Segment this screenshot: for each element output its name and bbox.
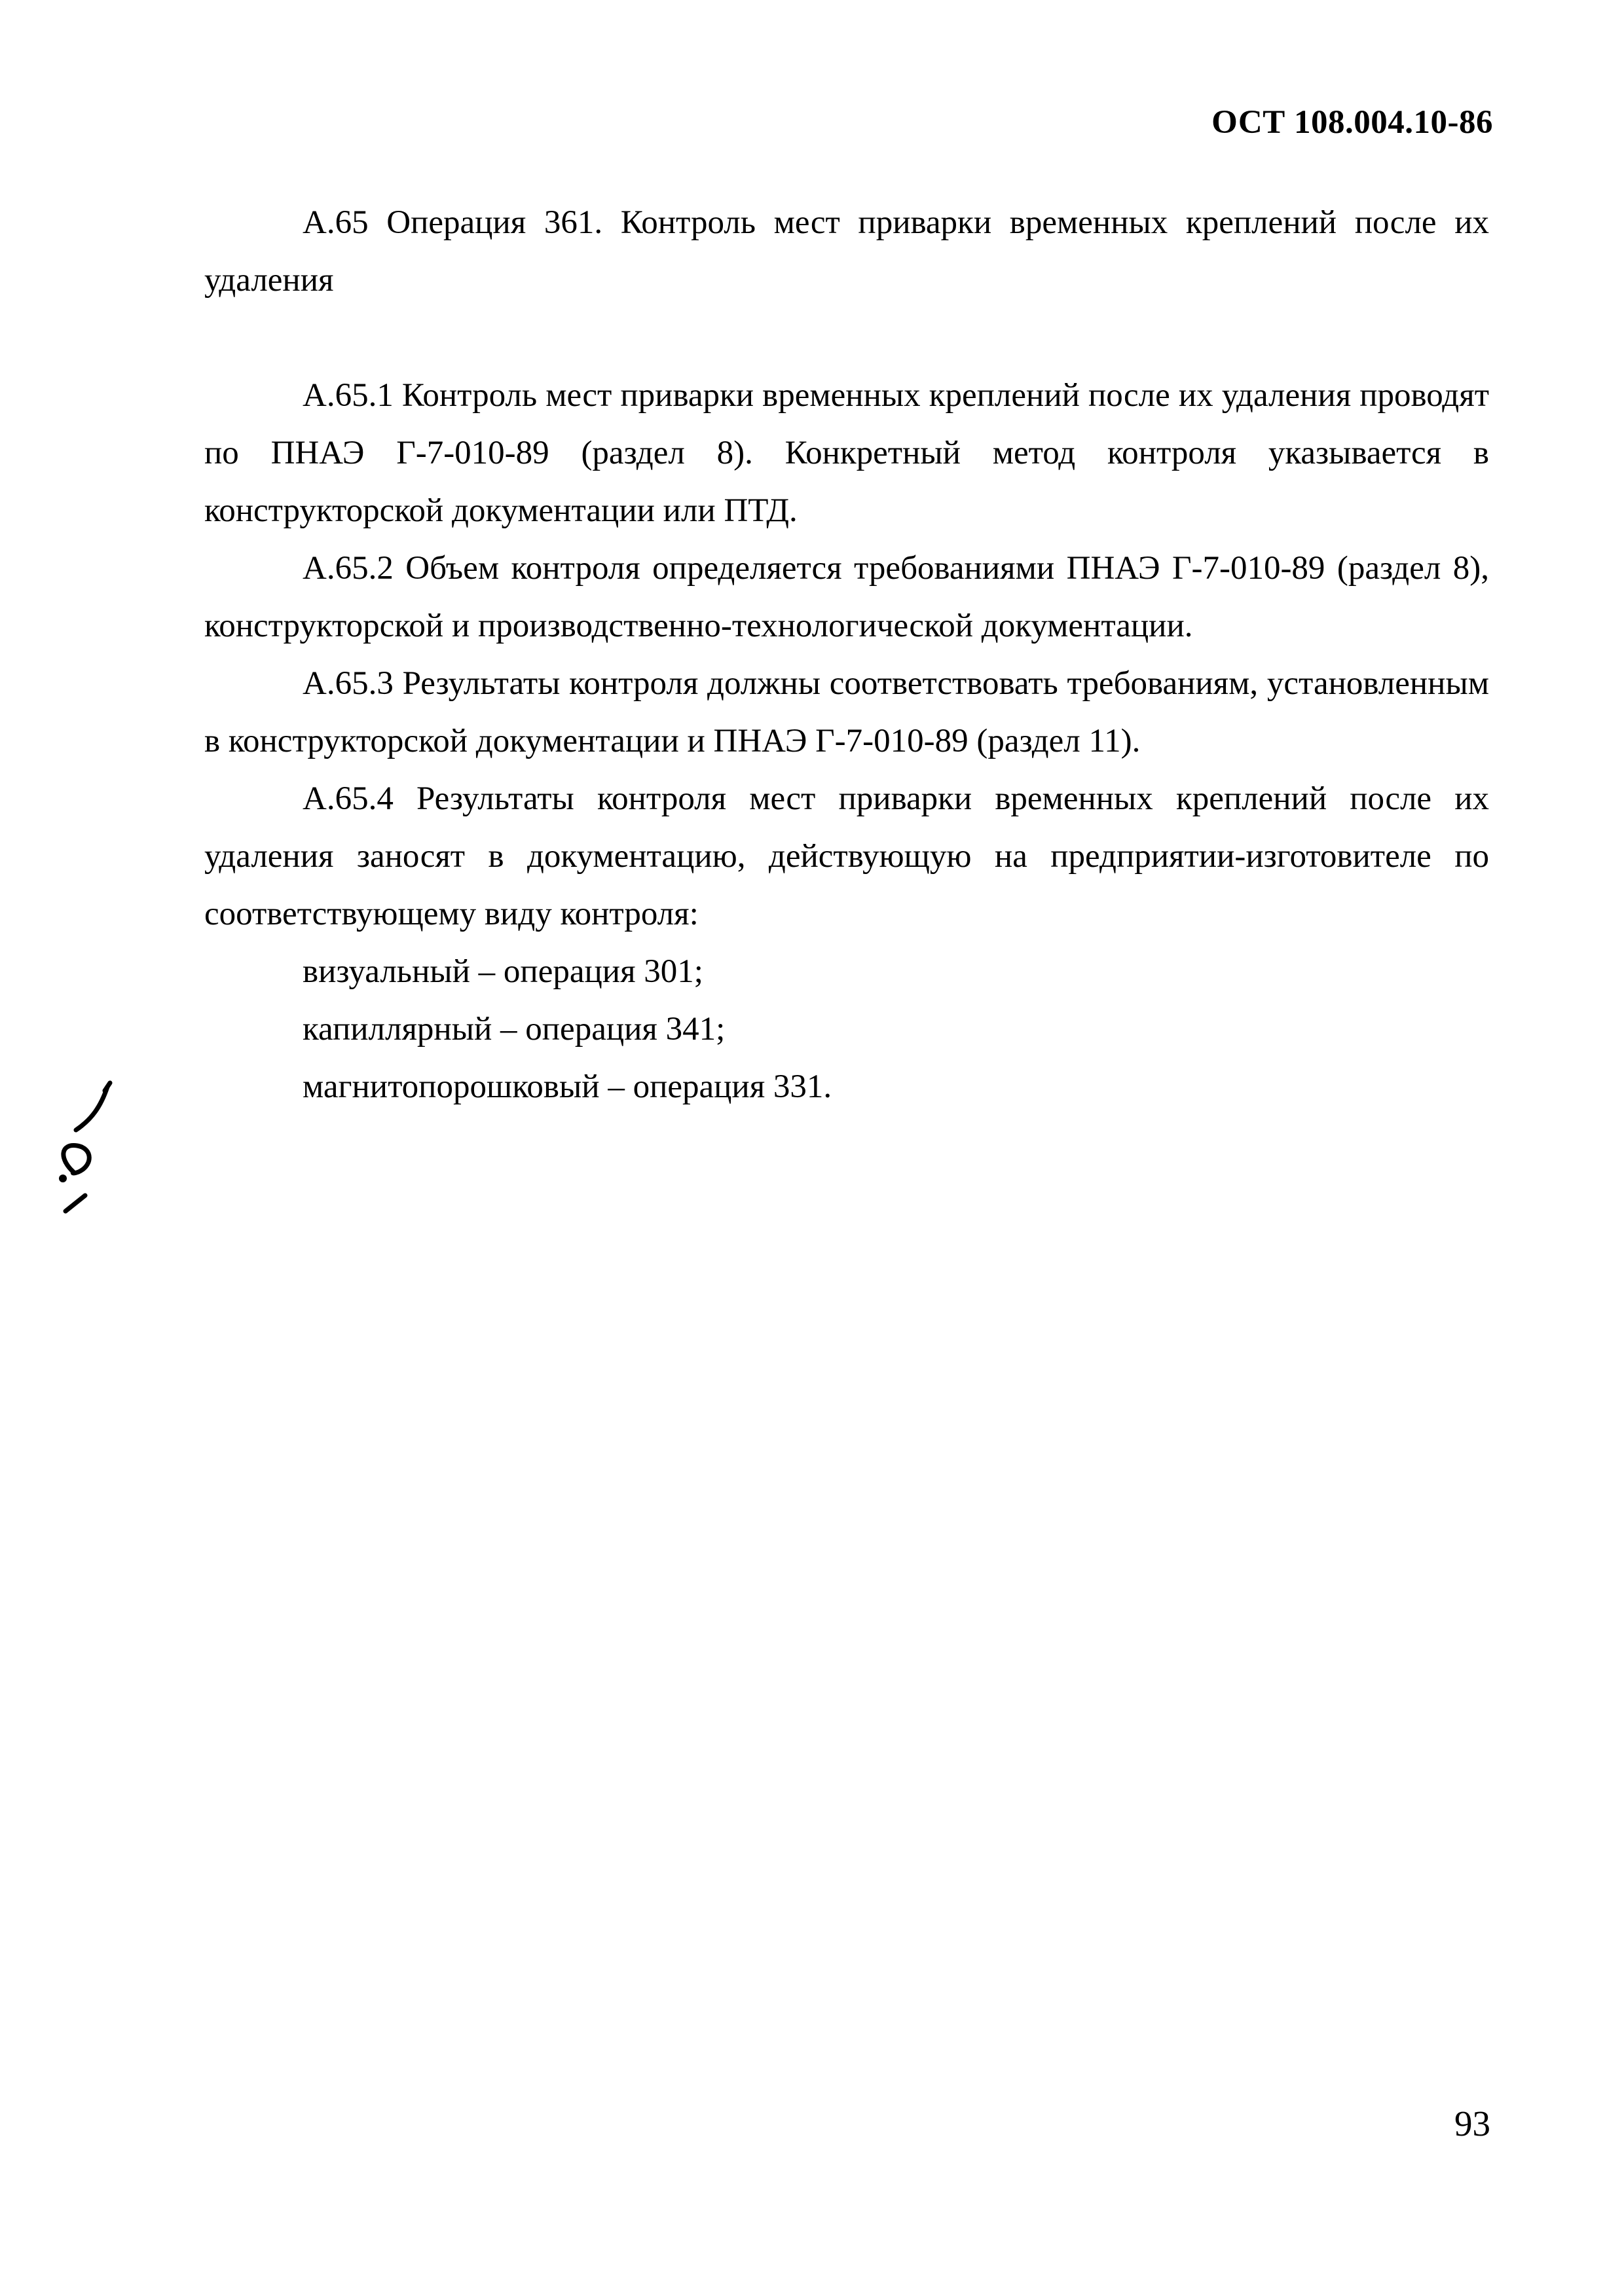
control-type-capillary: капиллярный – операция 341; [303,1011,726,1048]
document-code-header: ОСТ 108.004.10-86 [1211,104,1493,141]
handwritten-annotation [39,1080,131,1224]
page-number: 93 [1454,2104,1490,2143]
paragraph-a65-3: А.65.3 Результаты контроля должны соответствовать требованиям, установленным в конструкторской документации и ПНАЭ Г-7-010-89 (раздел 11). [204,665,1489,759]
paragraph-a65-1: А.65.1 Контроль мест приварки временных креплений после их удаления проводят по ПНАЭ Г-7-010-89 (раздел 8). Конкретный метод контроля указывается в конструкторской документации или ПТД. [204,377,1489,529]
section-title: А.65 Операция 361. Контроль мест приварки временных креплений после их удаления [204,204,1489,299]
control-type-visual: визуальный – операция 301; [303,953,703,990]
section-body [204,194,1489,1116]
handwritten-mark-icon [39,1080,131,1224]
paragraph-a65-2: А.65.2 Объем контроля определяется требованиями ПНАЭ Г-7-010-89 (раздел 8), конструкторской и производственно-технологической документации. [204,550,1489,644]
control-type-magnetic-particle: магнитопорошковый – операция 331. [303,1068,832,1105]
paragraph-a65-4: А.65.4 Результаты контроля мест приварки временных креплений после их удаления заносят в документацию, действующую на предприятии-изготовителе по соответствующему виду контроля: [204,780,1489,932]
